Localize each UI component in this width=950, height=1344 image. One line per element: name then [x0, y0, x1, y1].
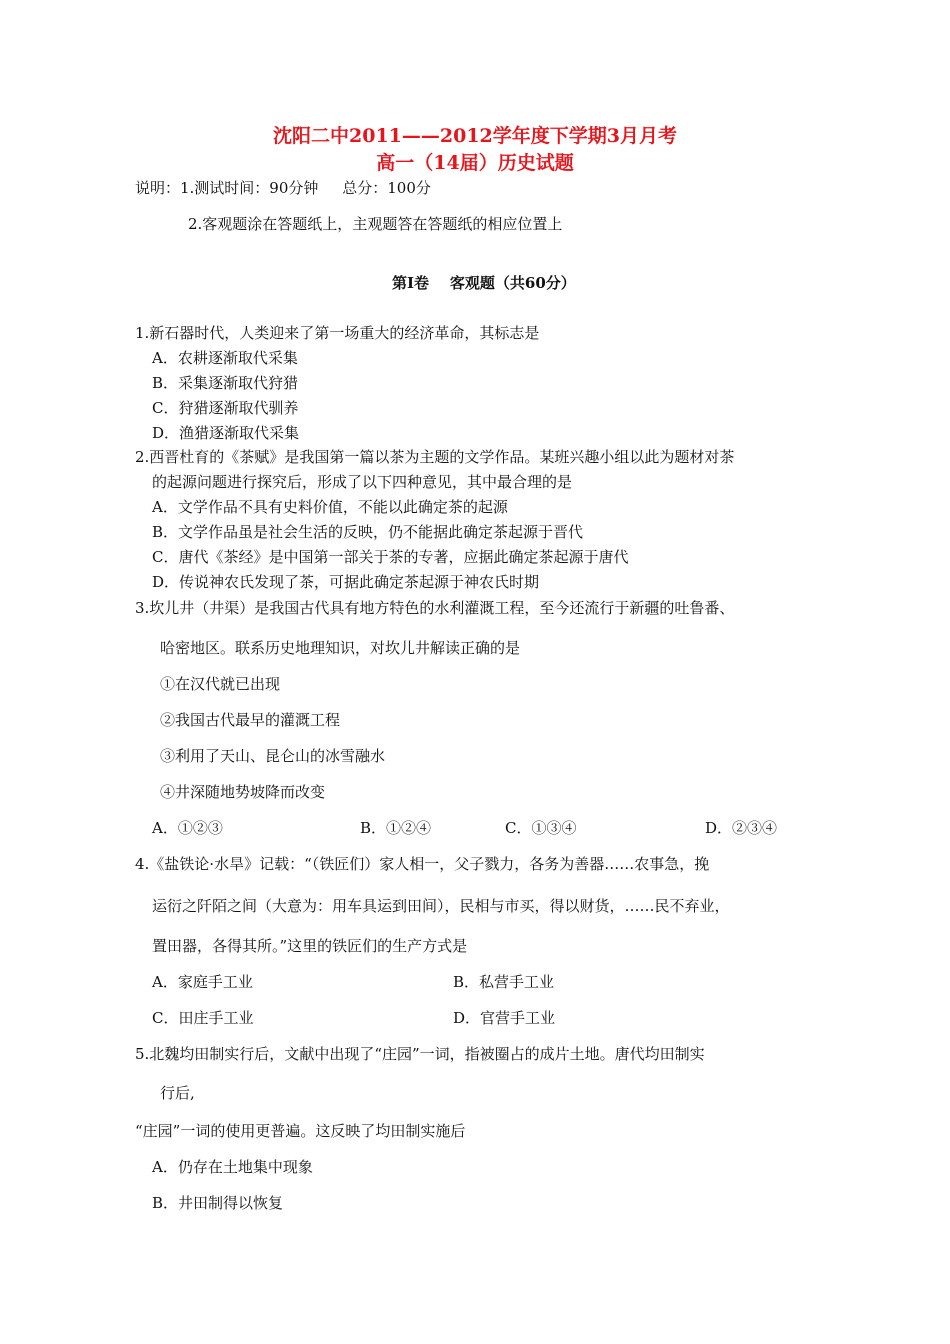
question-3-item-3: ③利用了天山、昆仑山的冰雪融水	[160, 747, 386, 765]
question-3-item-4: ④井深随地势坡降而改变	[160, 783, 326, 801]
question-4-stem-line2: 运衍之阡陌之间（大意为：用车具运到田间），民相与市买，得以财货，……民不弃业，	[152, 897, 730, 915]
question-3-option-d: D．②③④	[705, 819, 778, 837]
question-2-option-a: A．文学作品不具有史料价值，不能以此确定茶的起源	[152, 498, 508, 516]
question-5-stem-line1: 5.北魏均田制实行后，文献中出现了“庄园”一词，指被圈占的成片土地。唐代均田制实	[135, 1045, 705, 1063]
exam-title-line1: 沈阳二中2011——2012学年度下学期3月月考	[273, 125, 677, 147]
question-3-option-c: C．①③④	[505, 819, 577, 837]
question-2-stem-line2: 的起源问题进行探究后，形成了以下四种意见，其中最合理的是	[152, 473, 573, 491]
question-3-stem-line2: 哈密地区。联系历史地理知识，对坎儿井解读正确的是	[160, 639, 521, 657]
instructions-line1: 说明：1.测试时间：90分钟 总分：100分	[135, 179, 431, 197]
question-1-option-d: D．渔猎逐渐取代采集	[152, 424, 300, 442]
question-3-stem-line1: 3.坎儿井（井渠）是我国古代具有地方特色的水利灌溉工程，至今还流行于新疆的吐鲁番、	[135, 599, 735, 617]
question-3-option-a: A．①②③	[152, 819, 223, 837]
question-4-option-b: B．私营手工业	[453, 973, 555, 991]
question-1-option-b: B．采集逐渐取代狩猎	[152, 374, 299, 392]
question-1-option-a: A．农耕逐渐取代采集	[152, 349, 298, 367]
question-1-option-c: C．狩猎逐渐取代驯养	[152, 399, 299, 417]
question-5-stem-line3: “庄园”一词的使用更普遍。这反映了均田制实施后	[135, 1122, 466, 1140]
question-3-item-1: ①在汉代就已出现	[160, 675, 281, 693]
instructions-line2: 2.客观题涂在答题纸上，主观题答在答题纸的相应位置上	[188, 215, 563, 233]
question-5-stem-line2: 行后,	[160, 1084, 195, 1102]
question-5-option-b: B．井田制得以恢复	[152, 1194, 284, 1212]
section-title: 第Ⅰ卷 客观题（共60分）	[392, 274, 576, 292]
question-2-option-c: C．唐代《茶经》是中国第一部关于茶的专著，应据此确定茶起源于唐代	[152, 548, 629, 566]
question-2-option-d: D．传说神农氏发现了茶，可据此确定茶起源于神农氏时期	[152, 573, 540, 591]
question-4-option-d: D．官营手工业	[453, 1009, 556, 1027]
question-4-stem-line3: 置田器，各得其所。”这里的铁匠们的生产方式是	[152, 937, 468, 955]
question-3-item-2: ②我国古代最早的灌溉工程	[160, 711, 341, 729]
exam-title-line2: 高一（14届）历史试题	[376, 152, 574, 174]
question-4-option-c: C．田庄手工业	[152, 1009, 254, 1027]
question-4-option-a: A．家庭手工业	[152, 973, 253, 991]
question-3-option-b: B．①②④	[360, 819, 432, 837]
question-2-stem-line1: 2.西晋杜育的《茶赋》是我国第一篇以茶为主题的文学作品。某班兴趣小组以此为题材对茶	[135, 448, 735, 466]
question-5-option-a: A．仍存在土地集中现象	[152, 1158, 313, 1176]
question-2-option-b: B．文学作品虽是社会生活的反映，仍不能据此确定茶起源于晋代	[152, 523, 584, 541]
question-1-stem: 1.新石器时代，人类迎来了第一场重大的经济革命，其标志是	[135, 324, 540, 342]
question-4-stem-line1: 4.《盐铁论·水旱》记载：“（铁匠们）家人相一，父子戮力，各务为善器……农事急，挽	[135, 855, 710, 873]
